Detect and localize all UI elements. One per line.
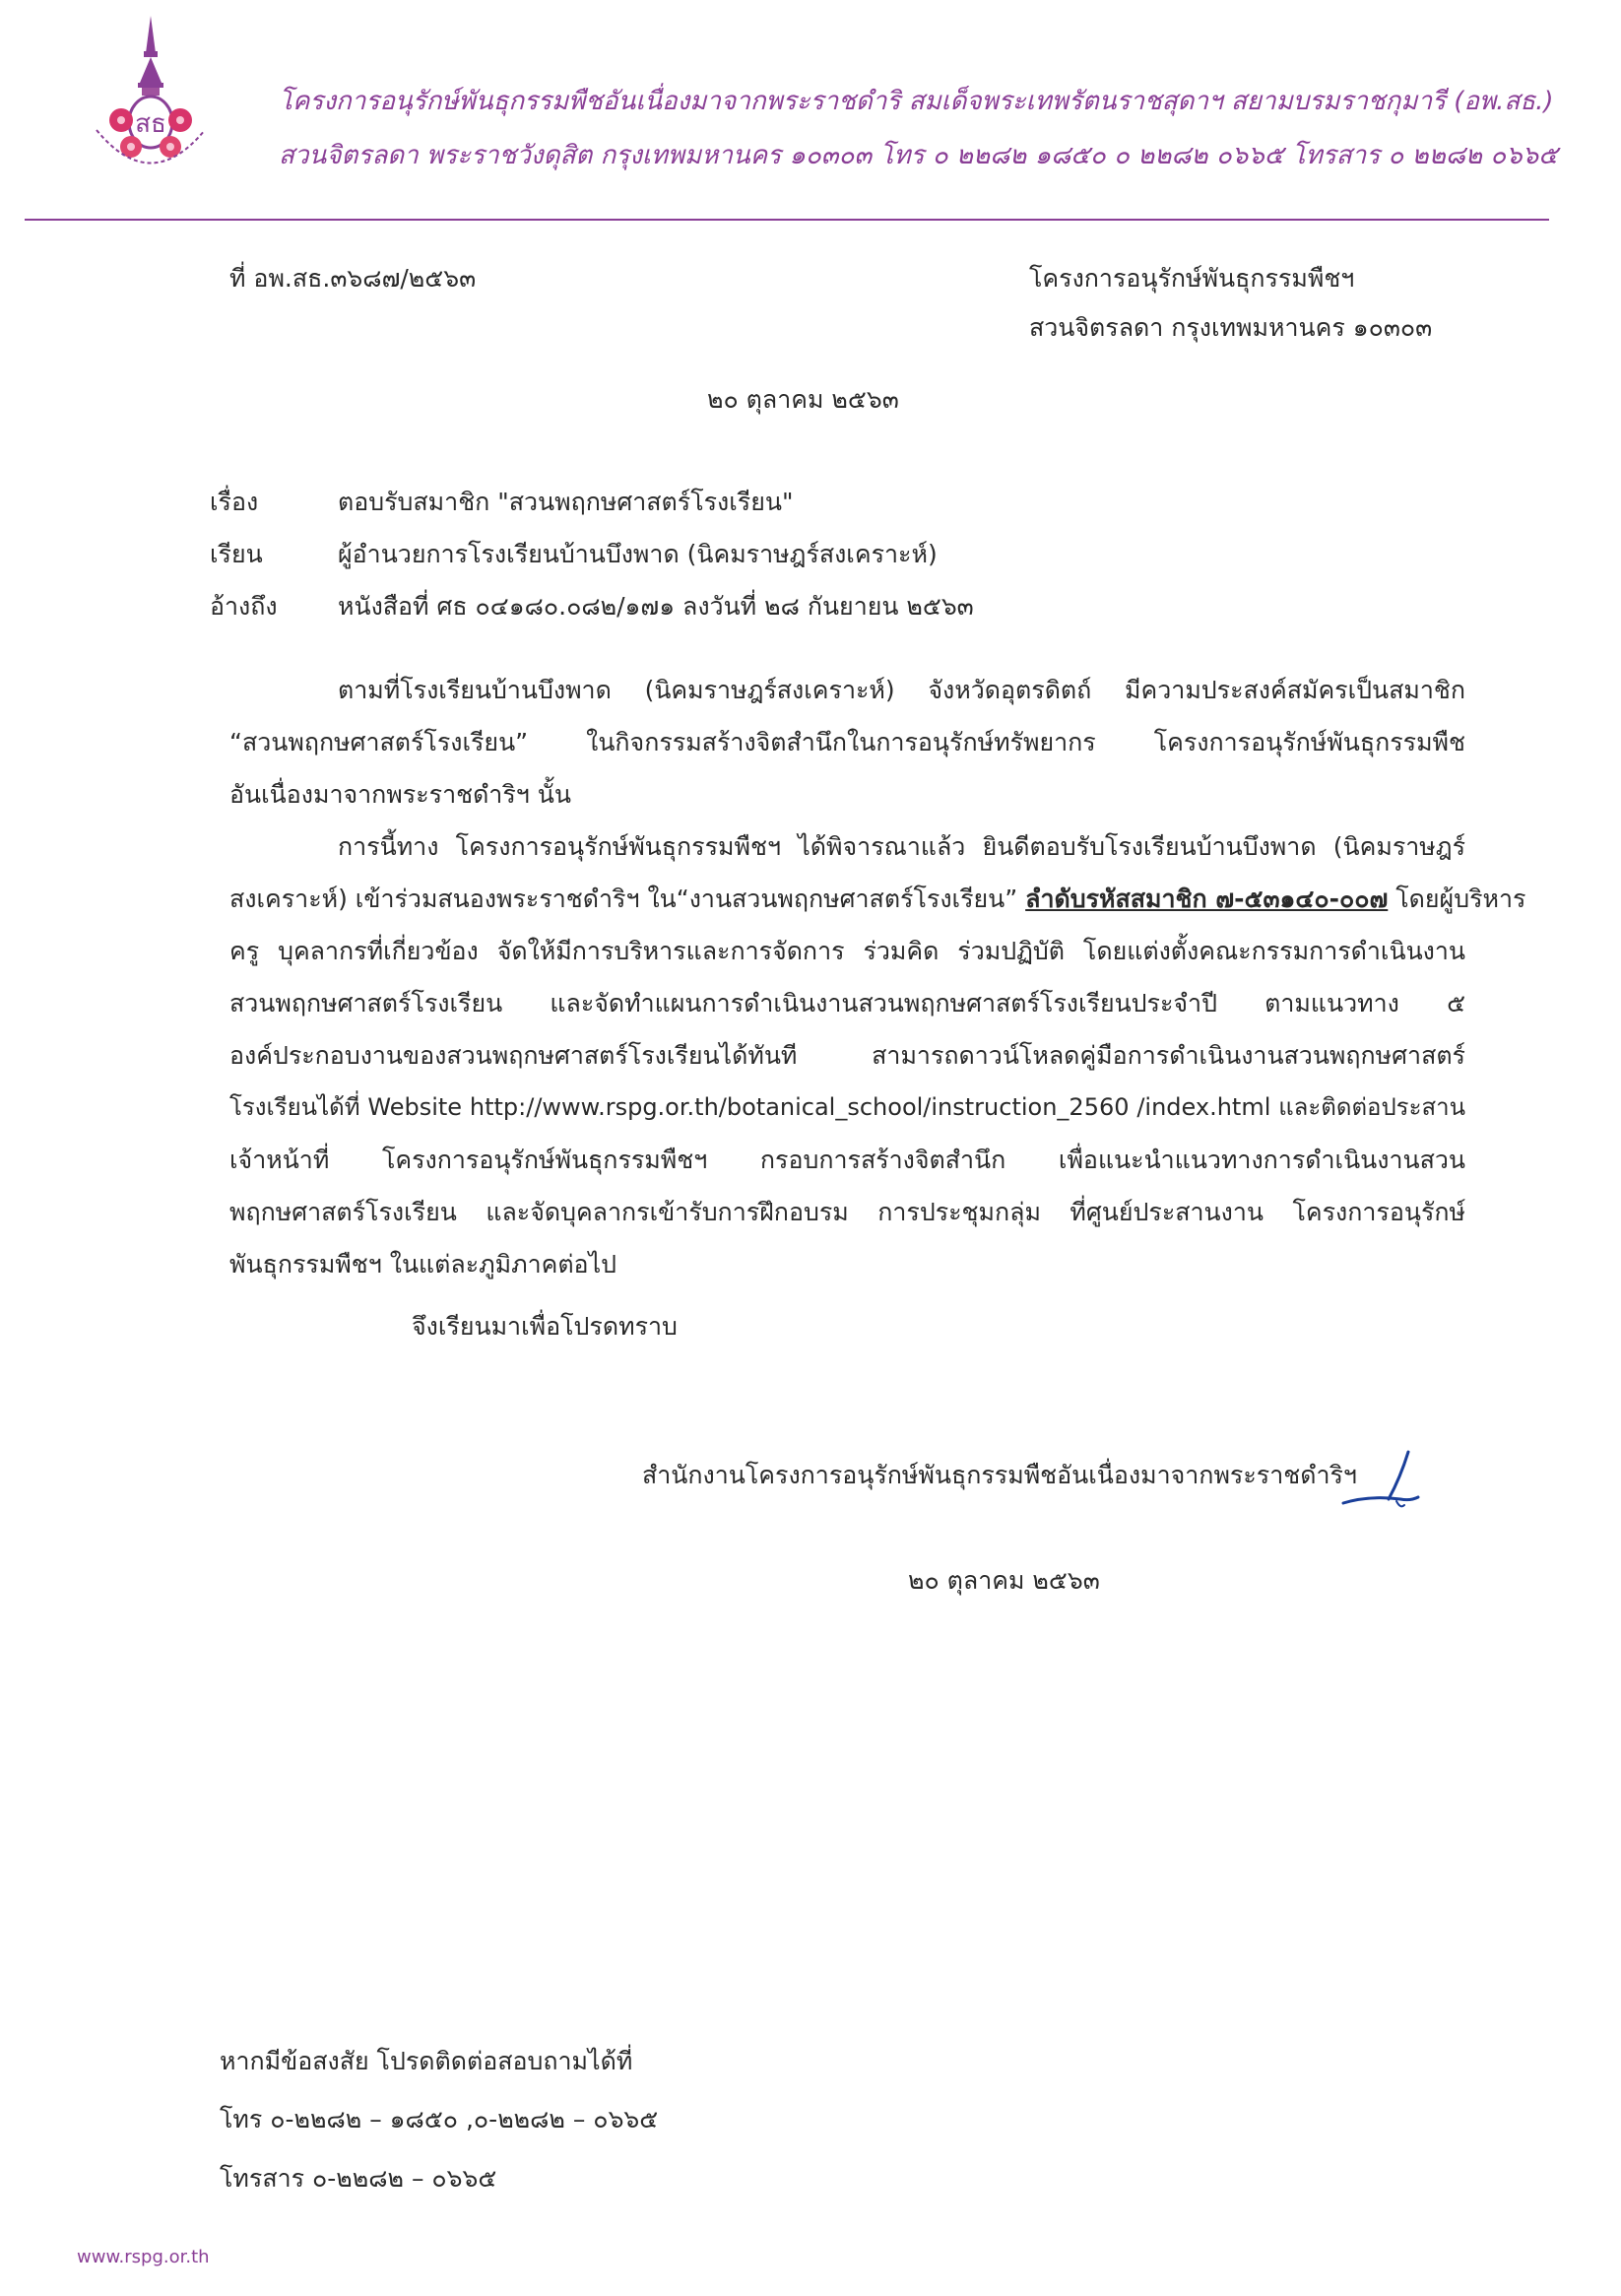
recipient-text: ผู้อำนวยการโรงเรียนบ้านบึงพาด (นิคมราษฎร์สงเคราะห์) bbox=[338, 540, 938, 568]
sender-address: สวนจิตรลดา กรุงเทพมหานคร ๑๐๓๐๓ bbox=[1029, 313, 1433, 342]
paragraph-line bbox=[229, 873, 1526, 925]
paragraph-text: โดยผู้บริหาร bbox=[1388, 885, 1526, 913]
paragraph-line: อันเนื่องมาจากพระราชดำริฯ นั้น bbox=[229, 780, 571, 809]
paragraph-line: เจ้าหน้าที่ โครงการอนุรักษ์พันธุกรรมพืชฯ กรอบการสร้างจิตสำนึก เพื่อแนะนำแนวทางการดำเนินงานสวน bbox=[229, 1146, 1465, 1174]
paragraph-line: องค์ประกอบงานของสวนพฤกษศาสตร์โรงเรียนได้ทันที สามารถดาวน์โหลดคู่มือการดำเนินงานสวนพฤกษศาสตร์ bbox=[229, 1041, 1465, 1070]
contact-intro: หากมีข้อสงสัย โปรดติดต่อสอบถามได้ที่ bbox=[220, 2047, 633, 2075]
member-code: ลำดับรหัสสมาชิก ๗-๕๓๑๔๐-๐๐๗ bbox=[1025, 885, 1389, 913]
reference-text: หนังสือที่ ศธ ๐๔๑๘๐.๐๘๒/๑๗๑ ลงวันที่ ๒๘ กันยายน ๒๕๖๓ bbox=[338, 592, 974, 621]
sender-organization: โครงการอนุรักษ์พันธุกรรมพืชฯ bbox=[1029, 264, 1355, 293]
recipient-label: เรียน bbox=[210, 540, 263, 568]
body-paragraph-1 bbox=[229, 664, 1465, 820]
reference-label: อ้างถึง bbox=[210, 592, 278, 621]
letter-date: ๒๐ ตุลาคม ๒๕๖๓ bbox=[707, 385, 899, 414]
paragraph-line: การนี้ทาง โครงการอนุรักษ์พันธุกรรมพืชฯ ได้พิจารณาแล้ว ยินดีตอบรับโรงเรียนบ้านบึงพาด (นิคมราษฎร์ bbox=[338, 832, 1465, 861]
subject-label: เรื่อง bbox=[210, 488, 259, 516]
svg-text:สธ: สธ bbox=[135, 109, 166, 139]
body-paragraph-2 bbox=[229, 820, 1526, 1290]
header-line-1: โครงการอนุรักษ์พันธุกรรมพืชอันเนื่องมาจากพระราชดำริ สมเด็จพระเทพรัตนราชสุดาฯ สยามบรมราชกุมารี (อพ.สธ.) bbox=[279, 87, 1554, 116]
issuing-office: สำนักงานโครงการอนุรักษ์พันธุกรรมพืชอันเนื่องมาจากพระราชดำริฯ bbox=[642, 1461, 1357, 1489]
paragraph-line: พฤกษศาสตร์โรงเรียน และจัดบุคลากรเข้ารับการฝึกอบรม การประชุมกลุ่ม ที่ศูนย์ประสานงาน โครงการอนุรักษ์ bbox=[229, 1198, 1465, 1226]
paragraph-line: พันธุกรรมพืชฯ ในแต่ละภูมิภาคต่อไป bbox=[229, 1250, 617, 1279]
paragraph-line: สวนพฤกษศาสตร์โรงเรียน และจัดทำแผนการดำเนินงานสวนพฤกษศาสตร์โรงเรียนประจำปี ตามแนวทาง ๕ bbox=[229, 989, 1465, 1017]
signature-date: ๒๐ ตุลาคม ๒๕๖๓ bbox=[908, 1566, 1100, 1595]
handwritten-signature bbox=[1339, 1448, 1428, 1517]
paragraph-line: “สวนพฤกษศาสตร์โรงเรียน” ในกิจกรรมสร้างจิตสำนึกในการอนุรักษ์ทรัพยากร โครงการอนุรักษ์พันธุกรรมพืช bbox=[229, 728, 1465, 756]
paragraph-line-website: โรงเรียนได้ที่ Website http://www.rspg.or.th/botanical_school/instruction_2560 /index.html และติดต่อประสาน bbox=[229, 1093, 1465, 1121]
paragraph-text: สงเคราะห์) เข้าร่วมสนองพระราชดำริฯ ใน“งานสวนพฤกษศาสตร์โรงเรียน” bbox=[229, 885, 1026, 913]
paragraph-line: ตามที่โรงเรียนบ้านบึงพาด (นิคมราษฎร์สงเคราะห์) จังหวัดอุตรดิตถ์ มีความประสงค์สมัครเป็นสมาชิก bbox=[338, 676, 1465, 704]
header-line-2: สวนจิตรลดา พระราชวังดุสิต กรุงเทพมหานคร ๑๐๓๐๓ โทร ๐ ๒๒๘๒ ๑๘๕๐ ๐ ๒๒๘๒ ๐๖๖๕ โทรสาร ๐ ๒๒๘๒ ๐๖๖๕ bbox=[279, 141, 1558, 170]
footer-website: www.rspg.or.th bbox=[77, 2247, 210, 2267]
contact-phone: โทร ๐-๒๒๘๒ – ๑๘๕๐ ,๐-๒๒๘๒ – ๐๖๖๕ bbox=[220, 2105, 659, 2133]
rspg-emblem-icon bbox=[77, 14, 225, 186]
header-divider bbox=[25, 219, 1549, 221]
contact-fax: โทรสาร ๐-๒๒๘๒ – ๐๖๖๕ bbox=[220, 2164, 497, 2193]
reference-number: ที่ อพ.สธ.๓๖๘๗/๒๕๖๓ bbox=[229, 264, 477, 293]
paragraph-line: ครู บุคลากรที่เกี่ยวข้อง จัดให้มีการบริหารและการจัดการ ร่วมคิด ร่วมปฏิบัติ โดยแต่งตั้งคณะกรรมการดำเนินงาน bbox=[229, 937, 1465, 965]
subject-text: ตอบรับสมาชิก "สวนพฤกษศาสตร์โรงเรียน" bbox=[338, 488, 794, 516]
closing-text: จึงเรียนมาเพื่อโปรดทราบ bbox=[412, 1312, 678, 1341]
